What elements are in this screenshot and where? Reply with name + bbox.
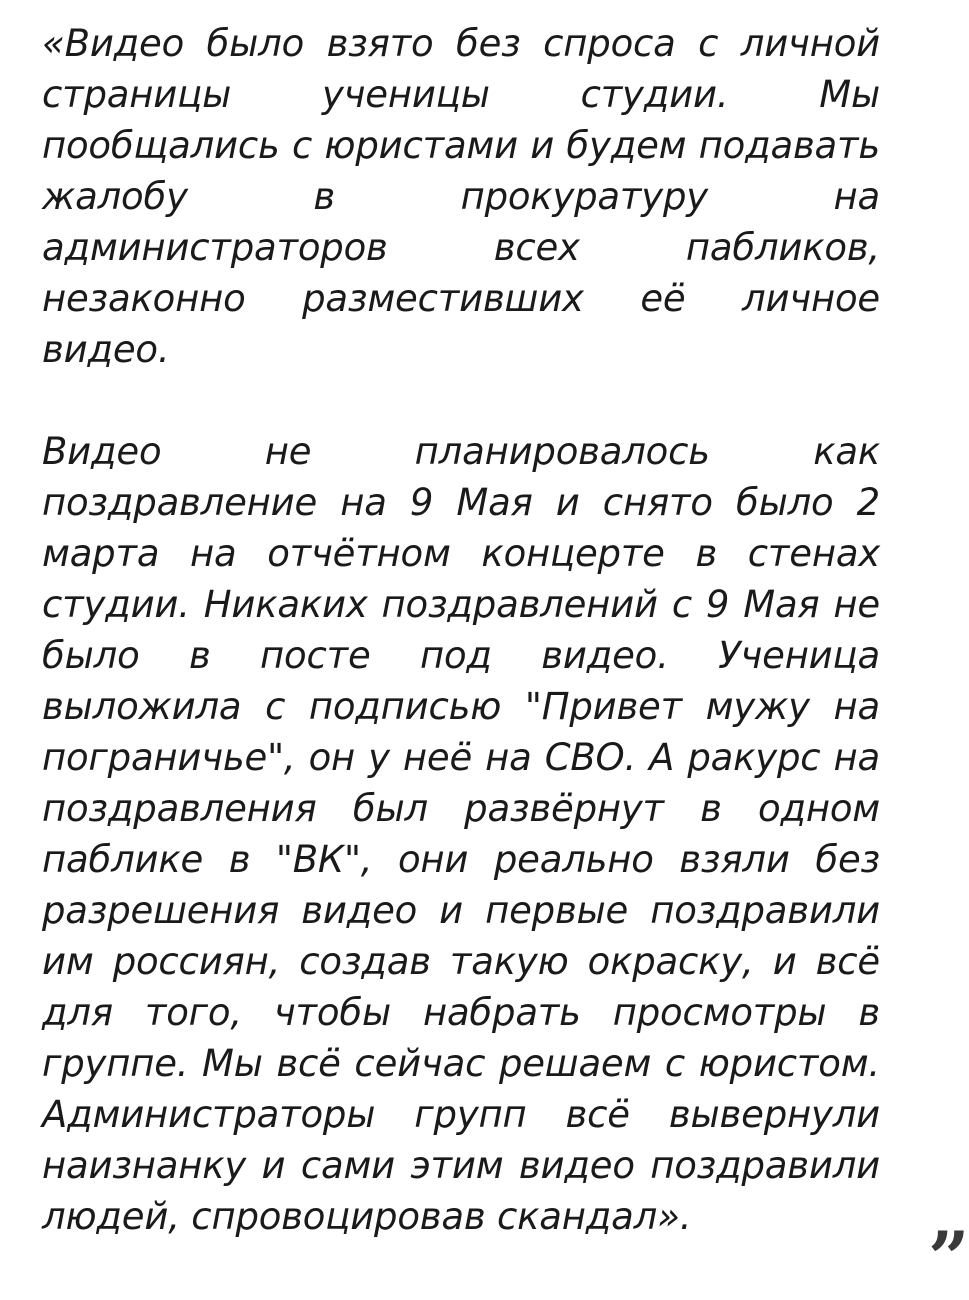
quote-paragraph-2: Видео не планировалось как поздравление на 9 Мая и снято было 2 марта на отчётном концерте в стенах студии. Никаких поздравлений с 9 Мая не было в посте под видео. Ученица выложила с подписью "Привет мужу на пограничье", он у неё на СВО. А ракурс на поздравления был развёрнут в одном паблике в "ВК", они реально взяли без разрешения видео и первые поздравили им россиян, создав такую окраску, и всё для того, чтобы набрать просмотры в группе. Мы всё сейчас решаем с юристом. Администраторы групп всё вывернули наизнанку и сами этим видео поздравили людей, спровоцировав скандал». (42, 430, 880, 1238)
quote-paragraph-1: «Видео было взято без спроса с личной страницы ученицы студии. Мы пообщались с юристами и будем подавать жалобу в прокуратуру на администраторов всех пабликов, незаконно разместивших её личное видео. (42, 22, 880, 371)
quote-text (42, 18, 880, 1242)
closing-quote-icon: ” (928, 1215, 969, 1300)
